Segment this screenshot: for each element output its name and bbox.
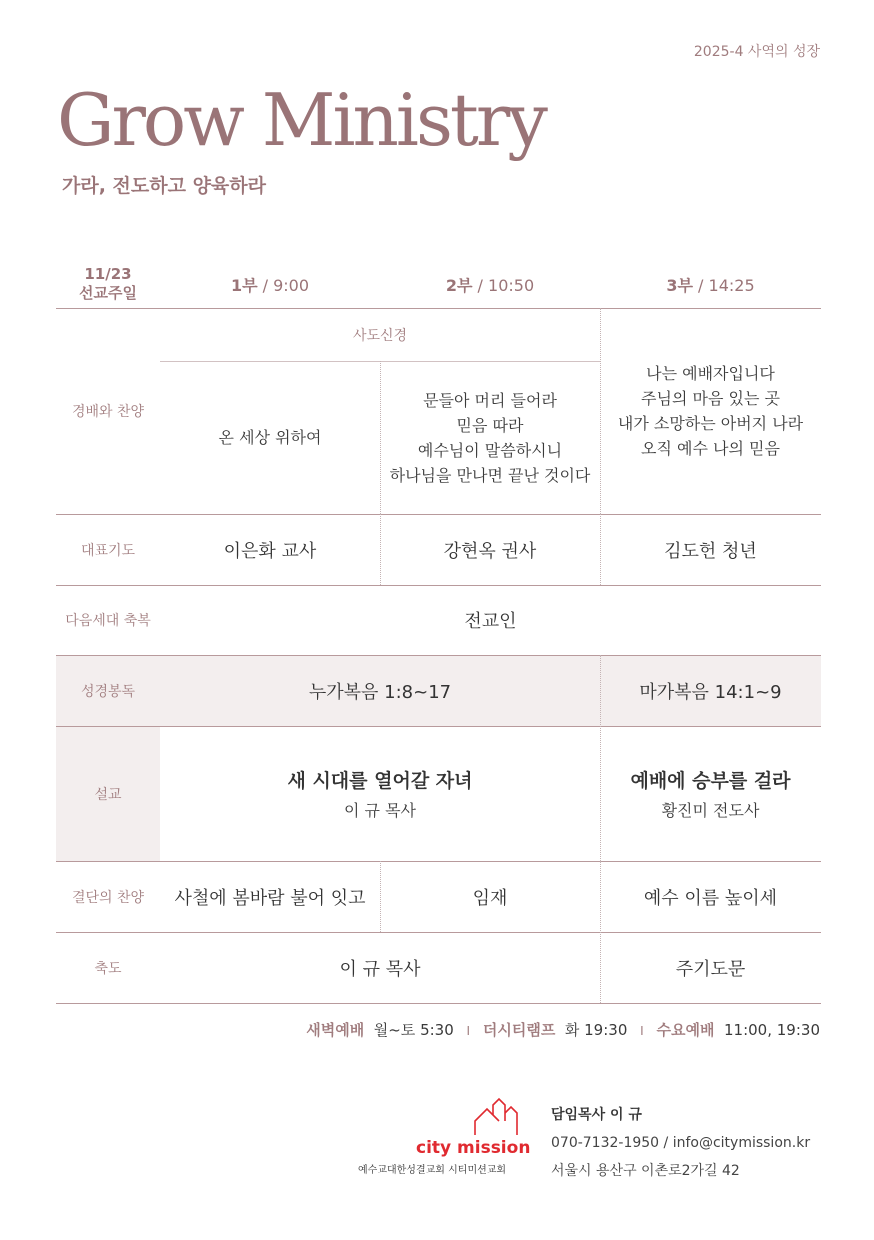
prayer-label: 대표기도 [80, 542, 136, 559]
reading-1-2: 누가복음 1:8~17 [308, 681, 452, 703]
header-service-1 [160, 260, 380, 308]
service-3-part: 3부 [666, 275, 693, 295]
nextgen-label: 다음세대 축복 [65, 613, 151, 629]
song: 내가 소망하는 아버지 나라 [617, 414, 804, 433]
schedule-name: 수요예배 [656, 1021, 715, 1039]
sermon-title: 예배에 승부를 걸라 [630, 770, 791, 792]
schedule-name: 더시티램프 [482, 1021, 556, 1039]
benediction-1-2: 이 규 목사 [339, 958, 421, 980]
worship-songs-2 [380, 361, 600, 514]
sermon-1-2 [160, 726, 600, 861]
phone-email: 070-7132-1950 / info@citymission.kr [551, 1135, 811, 1151]
worship-songs-3 [600, 308, 821, 514]
song: 문들아 머리 들어라 [423, 390, 557, 410]
reading-label: 성경봉독 [80, 683, 136, 700]
church-logo [358, 1095, 531, 1176]
song: 온 세상 위하여 [218, 428, 322, 447]
sermon-preacher: 이 규 목사 [344, 801, 416, 820]
reading-3: 마가복음 14:1~9 [639, 681, 782, 703]
date: 11/23 [84, 265, 132, 283]
schedule-time: 월~토 5:30 [373, 1021, 454, 1039]
sermon-3 [600, 726, 821, 861]
service-2-time: / 10:50 [472, 275, 535, 295]
logo-wordmark: city mission [416, 1138, 531, 1158]
schedule-name: 새벽예배 [306, 1021, 365, 1039]
date-occasion: 선교주일 [79, 284, 137, 302]
decision-3: 예수 이름 높이세 [643, 887, 778, 909]
service-1-part: 1부 [230, 275, 258, 295]
song: 나는 예배자입니다 [646, 364, 775, 383]
benediction-label: 축도 [94, 960, 122, 977]
issue-label: 2025-4 사역의 성장 [693, 44, 820, 60]
decision-1: 사철에 봄바람 불어 잇고 [174, 887, 366, 909]
song: 하나님을 만나면 끝난 것이다 [389, 465, 591, 485]
benediction-3: 주기도문 [675, 958, 746, 980]
prayer-1: 이은화 교사 [223, 540, 317, 562]
header-service-2 [380, 260, 600, 308]
decision-2: 임재 [472, 887, 508, 909]
page-title: Grow Ministry [57, 78, 545, 162]
song: 예수님이 말씀하시니 [417, 440, 563, 460]
decision-label: 결단의 찬양 [71, 889, 145, 906]
senior-pastor: 담임목사 이 규 [551, 1107, 642, 1123]
address: 서울시 용산구 이촌로2가길 42 [551, 1163, 740, 1179]
separator: I [466, 1024, 471, 1038]
worship-songs-1 [160, 361, 380, 514]
song: 믿음 따라 [456, 415, 524, 435]
service-2-part: 2부 [445, 275, 473, 295]
worship-label: 경배와 찬양 [71, 404, 145, 420]
header-date [56, 260, 160, 308]
building-icon [471, 1097, 521, 1137]
page-subtitle: 가라, 전도하고 양육하라 [62, 175, 266, 197]
logo-church-name: 예수교대한성결교회 시티미션교회 [358, 1165, 507, 1176]
sermon-title: 새 시대를 열어갈 자녀 [287, 770, 473, 792]
schedule-time: 11:00, 19:30 [724, 1021, 820, 1039]
nextgen-value: 전교인 [464, 611, 517, 632]
song: 오직 예수 나의 믿음 [641, 439, 780, 458]
sermon-label: 설교 [94, 786, 122, 803]
schedule-time: 화 19:30 [564, 1021, 628, 1039]
order-of-service-table [56, 250, 821, 1004]
prayer-3: 김도헌 청년 [664, 540, 757, 562]
weekly-schedule [306, 1019, 820, 1040]
service-1-time: / 9:00 [257, 275, 310, 295]
prayer-2: 강현옥 권사 [443, 540, 537, 562]
separator: I [640, 1024, 644, 1038]
sermon-preacher: 황진미 전도사 [661, 801, 760, 820]
service-3-time: / 14:25 [692, 275, 755, 295]
creed-label: 사도신경 [352, 327, 408, 344]
contact-info [551, 1101, 810, 1185]
song: 주님의 마음 있는 곳 [641, 389, 780, 408]
header-service-3 [600, 260, 821, 308]
divider [56, 1003, 821, 1004]
